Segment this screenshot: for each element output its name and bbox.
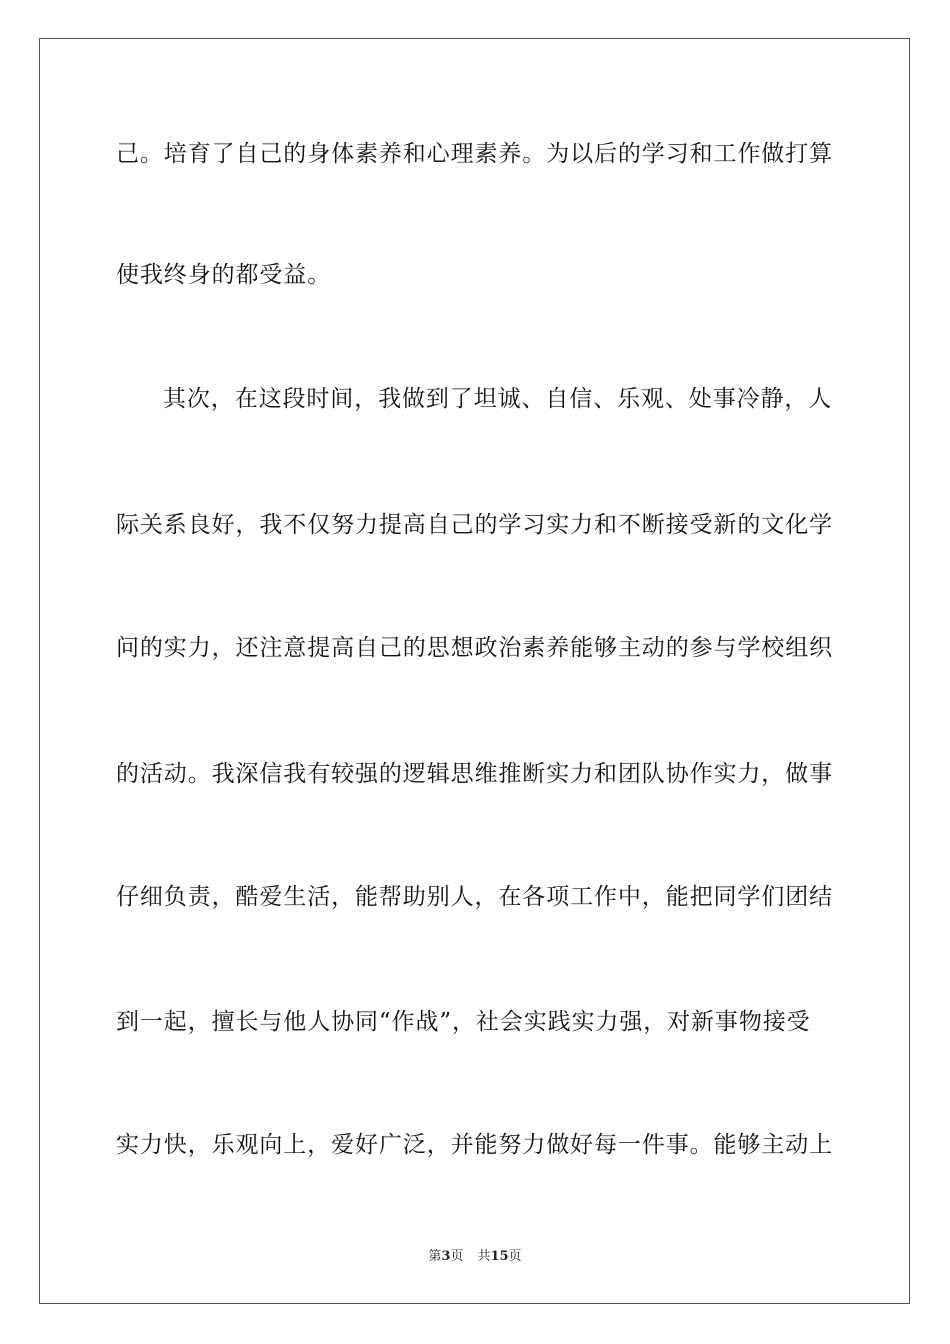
body-text-line-1: 己。培育了自己的身体素养和心理素养。为以后的学习和工作做打算 (116, 141, 833, 167)
body-text-line-7: 仔细负责，酷爱生活，能帮助别人，在各项工作中，能把同学们团结 (116, 884, 833, 910)
body-text-line-4: 际关系良好，我不仅努力提高自己的学习实力和不断接受新的文化学 (116, 512, 833, 538)
page-prefix: 第 (428, 1249, 442, 1264)
body-text-line-2: 使我终身的都受益。 (116, 262, 332, 288)
page-suffix: 页 (450, 1249, 464, 1264)
page-footer (0, 1248, 950, 1266)
total-pages: 15 (490, 1249, 509, 1264)
page-number: 3 (441, 1249, 451, 1264)
body-text-line-8: 到一起，擅长与他人协同“作战”，社会实践实力强，对新事物接受 (116, 1009, 811, 1035)
paragraph-start-line: 其次，在这段时间，我做到了坦诚、自信、乐观、处事冷静，人 (163, 386, 833, 412)
body-text-line-6: 的活动。我深信我有较强的逻辑思维推断实力和团队协作实力，做事 (116, 761, 833, 787)
total-suffix: 页 (508, 1249, 522, 1264)
total-prefix: 共 (477, 1249, 491, 1264)
body-text-line-5: 问的实力，还注意提高自己的思想政治素养能够主动的参与学校组织 (116, 635, 833, 661)
page-border (39, 38, 910, 1304)
body-text-line-9: 实力快，乐观向上，爱好广泛，并能努力做好每一件事。能够主动上 (116, 1132, 833, 1158)
